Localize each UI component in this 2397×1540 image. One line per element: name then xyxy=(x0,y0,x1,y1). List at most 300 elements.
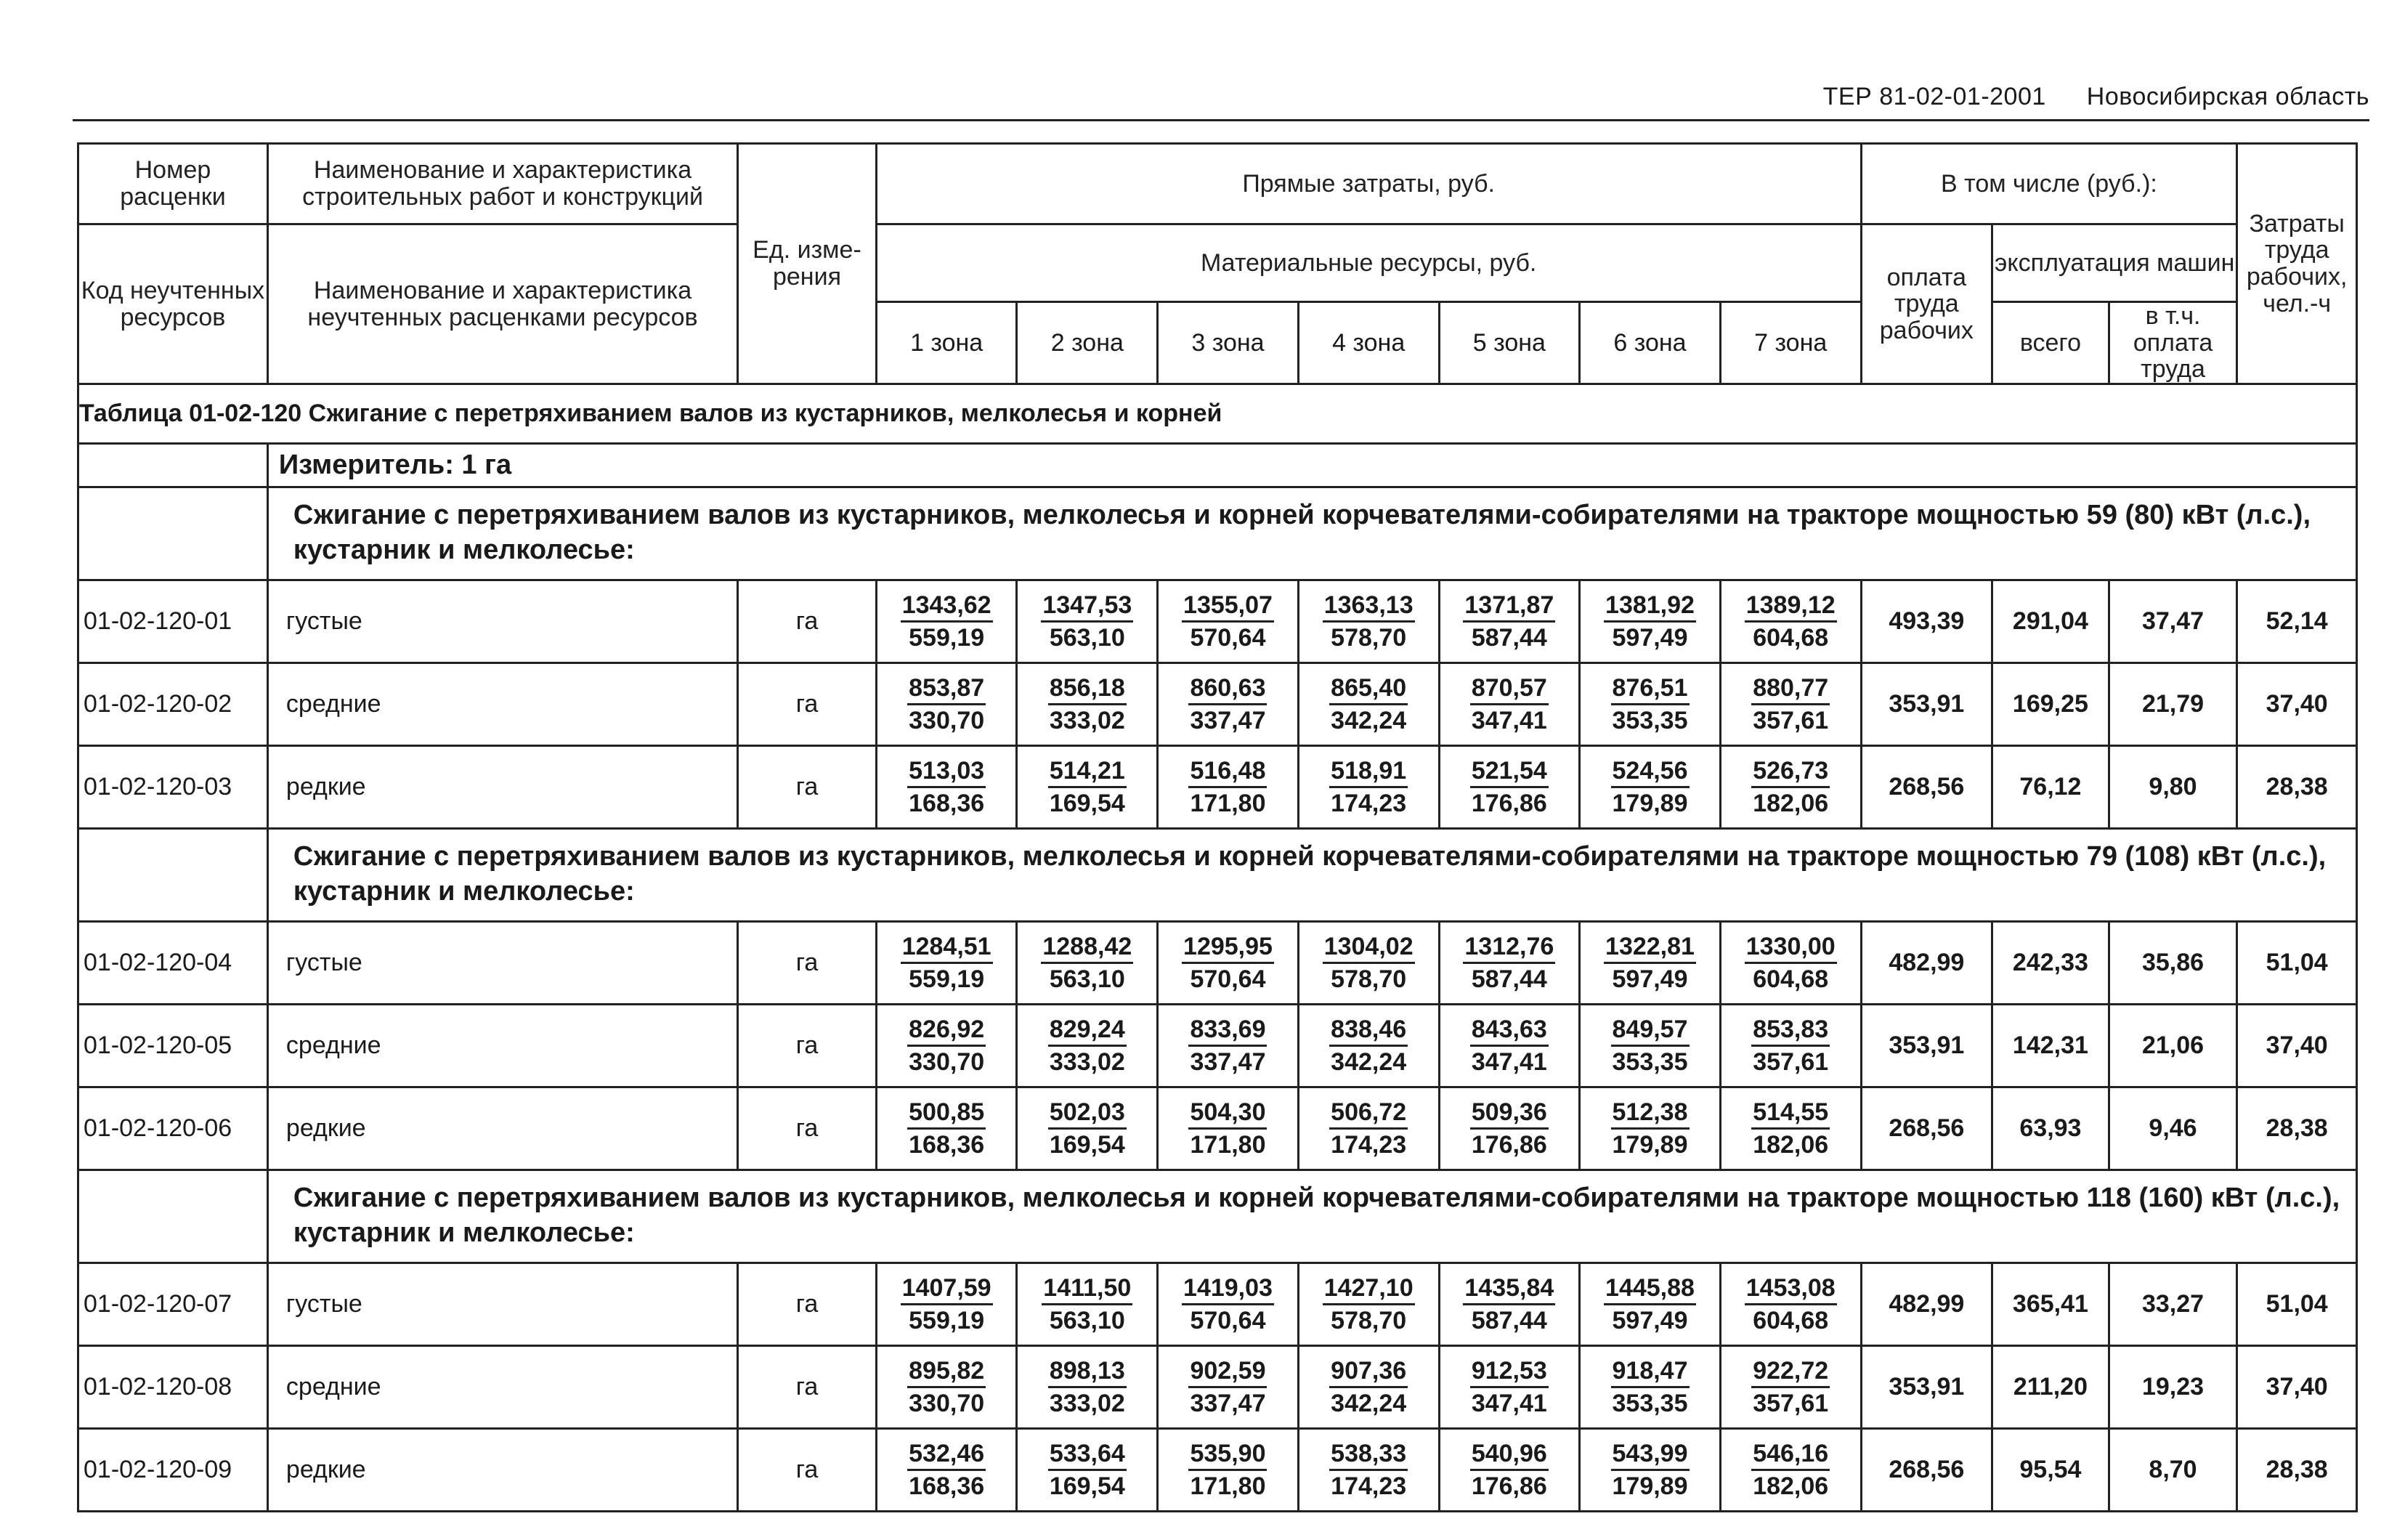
direct-cost-value: 543,99 xyxy=(1611,1440,1690,1471)
direct-cost-value: 1322,81 xyxy=(1604,933,1696,964)
labor-value: 28,38 xyxy=(2237,1429,2357,1512)
direct-cost-value: 853,83 xyxy=(1751,1016,1830,1047)
zone-cost-cell xyxy=(1298,1429,1439,1512)
zone-cost-cell xyxy=(1580,1005,1721,1087)
labor-value: 28,38 xyxy=(2237,1087,2357,1170)
zone-cost-cell xyxy=(1720,1346,1861,1429)
material-cost-value: 357,61 xyxy=(1753,706,1829,734)
material-cost-value: 597,49 xyxy=(1612,965,1688,993)
empty-cell xyxy=(78,1170,268,1263)
material-cost-value: 353,35 xyxy=(1612,706,1688,734)
zone-cost-cell xyxy=(876,1005,1017,1087)
direct-cost-value: 865,40 xyxy=(1329,675,1408,705)
rate-name: редкие xyxy=(267,1087,737,1170)
wages-value: 353,91 xyxy=(1861,1346,1992,1429)
zone-cost-cell xyxy=(1158,922,1299,1005)
empty-cell xyxy=(78,487,268,580)
zone-cost-cell xyxy=(1720,746,1861,829)
zone-cost-cell xyxy=(1017,1429,1158,1512)
region-name: Новосибирская область xyxy=(2086,83,2369,110)
direct-cost-value: 1312,76 xyxy=(1463,933,1555,964)
machine-wages-value: 9,80 xyxy=(2109,746,2237,829)
rate-code: 01-02-120-06 xyxy=(78,1087,268,1170)
wages-value: 268,56 xyxy=(1861,746,1992,829)
machines-value: 142,31 xyxy=(1992,1005,2109,1087)
zone-cost-cell xyxy=(1017,1263,1158,1346)
zone-cost-cell xyxy=(1580,1346,1721,1429)
rate-name: средние xyxy=(267,1005,737,1087)
labor-value: 37,40 xyxy=(2237,1005,2357,1087)
direct-cost-value: 504,30 xyxy=(1188,1099,1267,1130)
header-material-resources: Материальные ресурсы, руб. xyxy=(876,224,1861,302)
machine-wages-value: 21,06 xyxy=(2109,1005,2237,1087)
rate-unit: га xyxy=(738,922,877,1005)
group-title: Сжигание с перетряхиванием валов из кустарников, мелколесья и корней корчевателями-собирателями на тракторе мощностью 79 (108) кВт (л.с.), кустарник и мелколесье: xyxy=(267,829,2356,922)
zone-cost-cell xyxy=(1439,1429,1580,1512)
direct-cost-value: 898,13 xyxy=(1048,1358,1127,1388)
header-zone: 4 зона xyxy=(1298,302,1439,384)
zone-cost-cell xyxy=(1439,663,1580,746)
zone-cost-cell xyxy=(1158,1429,1299,1512)
header-wages: оплата труда рабочих xyxy=(1861,224,1992,384)
direct-cost-value: 513,03 xyxy=(907,758,986,788)
zone-cost-cell xyxy=(1439,746,1580,829)
table-row xyxy=(78,1346,2357,1429)
machine-wages-value: 9,46 xyxy=(2109,1087,2237,1170)
material-cost-value: 347,41 xyxy=(1471,1047,1547,1076)
rate-code: 01-02-120-01 xyxy=(78,580,268,663)
zone-cost-cell xyxy=(1439,1087,1580,1170)
direct-cost-value: 524,56 xyxy=(1611,758,1690,788)
material-cost-value: 604,68 xyxy=(1753,1306,1829,1334)
material-cost-value: 587,44 xyxy=(1471,623,1547,652)
direct-cost-value: 843,63 xyxy=(1470,1016,1549,1047)
labor-value: 51,04 xyxy=(2237,1263,2357,1346)
material-cost-value: 353,35 xyxy=(1612,1047,1688,1076)
machine-wages-value: 8,70 xyxy=(2109,1429,2237,1512)
header-zone: 2 зона xyxy=(1017,302,1158,384)
zone-cost-cell xyxy=(876,746,1017,829)
direct-cost-value: 1355,07 xyxy=(1182,592,1274,623)
header-zone: 5 зона xyxy=(1439,302,1580,384)
group-row xyxy=(78,829,2357,922)
table-title: Таблица 01-02-120 Сжигание с перетряхиванием валов из кустарников, мелколесья и корней xyxy=(78,384,2357,444)
zone-cost-cell xyxy=(1580,1087,1721,1170)
zone-cost-cell xyxy=(1158,1346,1299,1429)
zone-cost-cell xyxy=(876,1087,1017,1170)
page-header xyxy=(73,78,2369,121)
rate-name: редкие xyxy=(267,746,737,829)
direct-cost-value: 1347,53 xyxy=(1041,592,1133,623)
machines-value: 169,25 xyxy=(1992,663,2109,746)
direct-cost-value: 1389,12 xyxy=(1745,592,1837,623)
material-cost-value: 330,70 xyxy=(909,706,985,734)
zone-cost-cell xyxy=(1158,1005,1299,1087)
machines-value: 63,93 xyxy=(1992,1087,2109,1170)
zone-cost-cell xyxy=(876,922,1017,1005)
header-including: В том числе (руб.): xyxy=(1861,144,2237,224)
direct-cost-value: 546,16 xyxy=(1751,1440,1830,1471)
wages-value: 482,99 xyxy=(1861,922,1992,1005)
rate-unit: га xyxy=(738,746,877,829)
labor-value: 28,38 xyxy=(2237,746,2357,829)
machine-wages-value: 37,47 xyxy=(2109,580,2237,663)
zone-cost-cell xyxy=(1158,1263,1299,1346)
material-cost-value: 342,24 xyxy=(1331,1389,1407,1417)
rate-name: средние xyxy=(267,663,737,746)
table-row xyxy=(78,1263,2357,1346)
zone-cost-cell xyxy=(1017,746,1158,829)
material-cost-value: 357,61 xyxy=(1753,1389,1829,1417)
direct-cost-value: 853,87 xyxy=(907,675,986,705)
material-cost-value: 171,80 xyxy=(1190,1472,1266,1500)
zone-cost-cell xyxy=(1017,580,1158,663)
material-cost-value: 182,06 xyxy=(1753,1472,1829,1500)
empty-cell xyxy=(78,444,268,487)
material-cost-value: 604,68 xyxy=(1753,623,1829,652)
direct-cost-value: 922,72 xyxy=(1751,1358,1830,1388)
zone-cost-cell xyxy=(1298,580,1439,663)
rate-code: 01-02-120-09 xyxy=(78,1429,268,1512)
material-cost-value: 179,89 xyxy=(1612,1472,1688,1500)
zone-cost-cell xyxy=(1158,746,1299,829)
machine-wages-value: 33,27 xyxy=(2109,1263,2237,1346)
material-cost-value: 168,36 xyxy=(909,1130,985,1159)
direct-cost-value: 860,63 xyxy=(1188,675,1267,705)
material-cost-value: 353,35 xyxy=(1612,1389,1688,1417)
zone-cost-cell xyxy=(1720,580,1861,663)
direct-cost-value: 880,77 xyxy=(1751,675,1830,705)
rate-unit: га xyxy=(738,1005,877,1087)
direct-cost-value: 514,55 xyxy=(1751,1099,1830,1130)
material-cost-value: 174,23 xyxy=(1331,1130,1407,1159)
material-cost-value: 179,89 xyxy=(1612,1130,1688,1159)
material-cost-value: 176,86 xyxy=(1471,789,1547,817)
material-cost-value: 169,54 xyxy=(1049,789,1125,817)
direct-cost-value: 1407,59 xyxy=(901,1275,993,1305)
material-cost-value: 559,19 xyxy=(909,623,985,652)
zone-cost-cell xyxy=(1017,922,1158,1005)
zone-cost-cell xyxy=(1298,663,1439,746)
machine-wages-value: 35,86 xyxy=(2109,922,2237,1005)
header-resource-name: Наименование и характеристика неучтенных расценками ресурсов xyxy=(267,224,737,384)
zone-cost-cell xyxy=(1580,922,1721,1005)
direct-cost-value: 1295,95 xyxy=(1182,933,1274,964)
zone-cost-cell xyxy=(876,1429,1017,1512)
zone-cost-cell xyxy=(1439,922,1580,1005)
direct-cost-value: 1304,02 xyxy=(1323,933,1415,964)
direct-cost-value: 1427,10 xyxy=(1323,1275,1415,1305)
direct-cost-value: 1435,84 xyxy=(1463,1275,1555,1305)
wages-value: 353,91 xyxy=(1861,663,1992,746)
direct-cost-value: 829,24 xyxy=(1048,1016,1127,1047)
material-cost-value: 169,54 xyxy=(1049,1472,1125,1500)
direct-cost-value: 535,90 xyxy=(1188,1440,1267,1471)
direct-cost-value: 512,38 xyxy=(1611,1099,1690,1130)
zone-cost-cell xyxy=(1158,1087,1299,1170)
zone-cost-cell xyxy=(1298,922,1439,1005)
material-cost-value: 333,02 xyxy=(1049,1389,1125,1417)
direct-cost-value: 521,54 xyxy=(1470,758,1549,788)
rate-code: 01-02-120-08 xyxy=(78,1346,268,1429)
direct-cost-value: 509,36 xyxy=(1470,1099,1549,1130)
labor-value: 37,40 xyxy=(2237,1346,2357,1429)
rate-name: густые xyxy=(267,922,737,1005)
zone-cost-cell xyxy=(1580,663,1721,746)
rates-table xyxy=(77,142,2358,1512)
material-cost-value: 337,47 xyxy=(1190,1389,1266,1417)
header-resource-code: Код неучтенных ресурсов xyxy=(78,224,268,384)
rate-name: густые xyxy=(267,580,737,663)
table-title-row xyxy=(78,384,2357,444)
labor-value: 37,40 xyxy=(2237,663,2357,746)
direct-cost-value: 538,33 xyxy=(1329,1440,1408,1471)
material-cost-value: 587,44 xyxy=(1471,965,1547,993)
rate-name: средние xyxy=(267,1346,737,1429)
zone-cost-cell xyxy=(876,1263,1017,1346)
labor-value: 52,14 xyxy=(2237,580,2357,663)
direct-cost-value: 1371,87 xyxy=(1463,592,1555,623)
direct-cost-value: 918,47 xyxy=(1611,1358,1690,1388)
direct-cost-value: 907,36 xyxy=(1329,1358,1408,1388)
direct-cost-value: 849,57 xyxy=(1611,1016,1690,1047)
rate-unit: га xyxy=(738,1346,877,1429)
direct-cost-value: 902,59 xyxy=(1188,1358,1267,1388)
rate-name: редкие xyxy=(267,1429,737,1512)
machines-value: 291,04 xyxy=(1992,580,2109,663)
direct-cost-value: 500,85 xyxy=(907,1099,986,1130)
material-cost-value: 597,49 xyxy=(1612,1306,1688,1334)
direct-cost-value: 1284,51 xyxy=(901,933,993,964)
machines-value: 242,33 xyxy=(1992,922,2109,1005)
zone-cost-cell xyxy=(1158,663,1299,746)
group-title: Сжигание с перетряхиванием валов из кустарников, мелколесья и корней корчевателями-собирателями на тракторе мощностью 59 (80) кВт (л.с.), кустарник и мелколесье: xyxy=(267,487,2356,580)
direct-cost-value: 1453,08 xyxy=(1745,1275,1837,1305)
direct-cost-value: 1330,00 xyxy=(1745,933,1837,964)
page-header-text xyxy=(1823,83,2369,111)
table-row xyxy=(78,746,2357,829)
rate-unit: га xyxy=(738,1087,877,1170)
wages-value: 353,91 xyxy=(1861,1005,1992,1087)
header-machine-operation: эксплуатация машин xyxy=(1992,224,2237,302)
material-cost-value: 176,86 xyxy=(1471,1130,1547,1159)
material-cost-value: 578,70 xyxy=(1331,965,1407,993)
zone-cost-cell xyxy=(1439,580,1580,663)
empty-cell xyxy=(78,829,268,922)
zone-cost-cell xyxy=(1720,663,1861,746)
header-zone: 6 зона xyxy=(1580,302,1721,384)
header-row-2 xyxy=(78,224,2357,302)
zone-cost-cell xyxy=(1580,1429,1721,1512)
material-cost-value: 169,54 xyxy=(1049,1130,1125,1159)
zone-cost-cell xyxy=(1720,922,1861,1005)
machines-value: 95,54 xyxy=(1992,1429,2109,1512)
table-row xyxy=(78,580,2357,663)
header-direct-costs: Прямые затраты, руб. xyxy=(876,144,1861,224)
zone-cost-cell xyxy=(1720,1087,1861,1170)
zone-cost-cell xyxy=(876,1346,1017,1429)
material-cost-value: 570,64 xyxy=(1190,965,1266,993)
material-cost-value: 563,10 xyxy=(1049,1306,1125,1334)
header-machine-wages: в т.ч. оплата труда xyxy=(2109,302,2237,384)
material-cost-value: 168,36 xyxy=(909,1472,985,1500)
zone-cost-cell xyxy=(1720,1429,1861,1512)
header-machines-total: всего xyxy=(1992,302,2109,384)
machine-wages-value: 21,79 xyxy=(2109,663,2237,746)
direct-cost-value: 518,91 xyxy=(1329,758,1408,788)
zone-cost-cell xyxy=(1017,1005,1158,1087)
direct-cost-value: 514,21 xyxy=(1048,758,1127,788)
machines-value: 365,41 xyxy=(1992,1263,2109,1346)
material-cost-value: 330,70 xyxy=(909,1389,985,1417)
material-cost-value: 174,23 xyxy=(1331,789,1407,817)
material-cost-value: 587,44 xyxy=(1471,1306,1547,1334)
material-cost-value: 182,06 xyxy=(1753,1130,1829,1159)
direct-cost-value: 1411,50 xyxy=(1042,1275,1132,1305)
direct-cost-value: 1381,92 xyxy=(1604,592,1696,623)
rate-code: 01-02-120-07 xyxy=(78,1263,268,1346)
rate-unit: га xyxy=(738,1429,877,1512)
material-cost-value: 333,02 xyxy=(1049,1047,1125,1076)
zone-cost-cell xyxy=(1720,1005,1861,1087)
group-row xyxy=(78,487,2357,580)
zone-cost-cell xyxy=(1439,1005,1580,1087)
material-cost-value: 563,10 xyxy=(1049,965,1125,993)
material-cost-value: 342,24 xyxy=(1331,706,1407,734)
machines-value: 211,20 xyxy=(1992,1346,2109,1429)
material-cost-value: 337,47 xyxy=(1190,706,1266,734)
material-cost-value: 559,19 xyxy=(909,965,985,993)
header-zone: 3 зона xyxy=(1158,302,1299,384)
direct-cost-value: 516,48 xyxy=(1188,758,1267,788)
group-title: Сжигание с перетряхиванием валов из кустарников, мелколесья и корней корчевателями-собирателями на тракторе мощностью 118 (160) кВт (л.с.), кустарник и мелколесье: xyxy=(267,1170,2356,1263)
direct-cost-value: 826,92 xyxy=(907,1016,986,1047)
wages-value: 268,56 xyxy=(1861,1087,1992,1170)
doc-code: ТЕР 81-02-01-2001 xyxy=(1822,83,2046,110)
machines-value: 76,12 xyxy=(1992,746,2109,829)
zone-cost-cell xyxy=(1580,580,1721,663)
rate-unit: га xyxy=(738,663,877,746)
zone-cost-cell xyxy=(1439,1263,1580,1346)
direct-cost-value: 1419,03 xyxy=(1182,1275,1274,1305)
material-cost-value: 333,02 xyxy=(1049,706,1125,734)
zone-cost-cell xyxy=(1580,746,1721,829)
direct-cost-value: 526,73 xyxy=(1751,758,1830,788)
direct-cost-value: 1343,62 xyxy=(901,592,993,623)
rate-code: 01-02-120-03 xyxy=(78,746,268,829)
header-zone: 1 зона xyxy=(876,302,1017,384)
material-cost-value: 342,24 xyxy=(1331,1047,1407,1076)
table-body xyxy=(78,384,2357,1512)
direct-cost-value: 1363,13 xyxy=(1323,592,1415,623)
direct-cost-value: 1445,88 xyxy=(1604,1275,1696,1305)
wages-value: 493,39 xyxy=(1861,580,1992,663)
material-cost-value: 597,49 xyxy=(1612,623,1688,652)
machine-wages-value: 19,23 xyxy=(2109,1346,2237,1429)
zone-cost-cell xyxy=(1298,1346,1439,1429)
zone-cost-cell xyxy=(1298,1087,1439,1170)
material-cost-value: 347,41 xyxy=(1471,706,1547,734)
direct-cost-value: 540,96 xyxy=(1470,1440,1549,1471)
material-cost-value: 559,19 xyxy=(909,1306,985,1334)
direct-cost-value: 533,64 xyxy=(1048,1440,1127,1471)
rate-unit: га xyxy=(738,580,877,663)
zone-cost-cell xyxy=(876,663,1017,746)
rate-code: 01-02-120-05 xyxy=(78,1005,268,1087)
rate-code: 01-02-120-04 xyxy=(78,922,268,1005)
header-row-1 xyxy=(78,144,2357,224)
labor-value: 51,04 xyxy=(2237,922,2357,1005)
material-cost-value: 570,64 xyxy=(1190,623,1266,652)
zone-cost-cell xyxy=(1298,746,1439,829)
material-cost-value: 578,70 xyxy=(1331,623,1407,652)
material-cost-value: 347,41 xyxy=(1471,1389,1547,1417)
measure-row xyxy=(78,444,2357,487)
direct-cost-value: 838,46 xyxy=(1329,1016,1408,1047)
wages-value: 268,56 xyxy=(1861,1429,1992,1512)
zone-cost-cell xyxy=(876,580,1017,663)
header-labor-costs: Затраты труда рабочих, чел.-ч xyxy=(2237,144,2357,384)
direct-cost-value: 876,51 xyxy=(1611,675,1690,705)
table-row xyxy=(78,1429,2357,1512)
header-unit: Ед. изме-рения xyxy=(738,144,877,384)
material-cost-value: 176,86 xyxy=(1471,1472,1547,1500)
zone-cost-cell xyxy=(1580,1263,1721,1346)
zone-cost-cell xyxy=(1158,580,1299,663)
material-cost-value: 563,10 xyxy=(1049,623,1125,652)
direct-cost-value: 506,72 xyxy=(1329,1099,1408,1130)
material-cost-value: 337,47 xyxy=(1190,1047,1266,1076)
table-row xyxy=(78,922,2357,1005)
direct-cost-value: 1288,42 xyxy=(1041,933,1133,964)
zone-cost-cell xyxy=(1017,1087,1158,1170)
table-row xyxy=(78,1005,2357,1087)
material-cost-value: 357,61 xyxy=(1753,1047,1829,1076)
header-number: Номер расценки xyxy=(78,144,268,224)
material-cost-value: 168,36 xyxy=(909,789,985,817)
material-cost-value: 578,70 xyxy=(1331,1306,1407,1334)
zone-cost-cell xyxy=(1298,1263,1439,1346)
zone-cost-cell xyxy=(1298,1005,1439,1087)
table-row xyxy=(78,1087,2357,1170)
zone-cost-cell xyxy=(1439,1346,1580,1429)
measure-label: Измеритель: 1 га xyxy=(267,444,2356,487)
direct-cost-value: 833,69 xyxy=(1188,1016,1267,1047)
direct-cost-value: 856,18 xyxy=(1048,675,1127,705)
direct-cost-value: 895,82 xyxy=(907,1358,986,1388)
direct-cost-value: 870,57 xyxy=(1470,675,1549,705)
group-row xyxy=(78,1170,2357,1263)
direct-cost-value: 532,46 xyxy=(907,1440,986,1471)
zone-cost-cell xyxy=(1017,663,1158,746)
rate-name: густые xyxy=(267,1263,737,1346)
material-cost-value: 604,68 xyxy=(1753,965,1829,993)
material-cost-value: 182,06 xyxy=(1753,789,1829,817)
direct-cost-value: 912,53 xyxy=(1470,1358,1549,1388)
material-cost-value: 171,80 xyxy=(1190,1130,1266,1159)
rate-unit: га xyxy=(738,1263,877,1346)
zone-cost-cell xyxy=(1720,1263,1861,1346)
zone-cost-cell xyxy=(1017,1346,1158,1429)
material-cost-value: 171,80 xyxy=(1190,789,1266,817)
material-cost-value: 174,23 xyxy=(1331,1472,1407,1500)
rate-code: 01-02-120-02 xyxy=(78,663,268,746)
material-cost-value: 179,89 xyxy=(1612,789,1688,817)
header-work-name: Наименование и характеристика строительных работ и конструкций xyxy=(267,144,737,224)
wages-value: 482,99 xyxy=(1861,1263,1992,1346)
table-row xyxy=(78,663,2357,746)
direct-cost-value: 502,03 xyxy=(1048,1099,1127,1130)
